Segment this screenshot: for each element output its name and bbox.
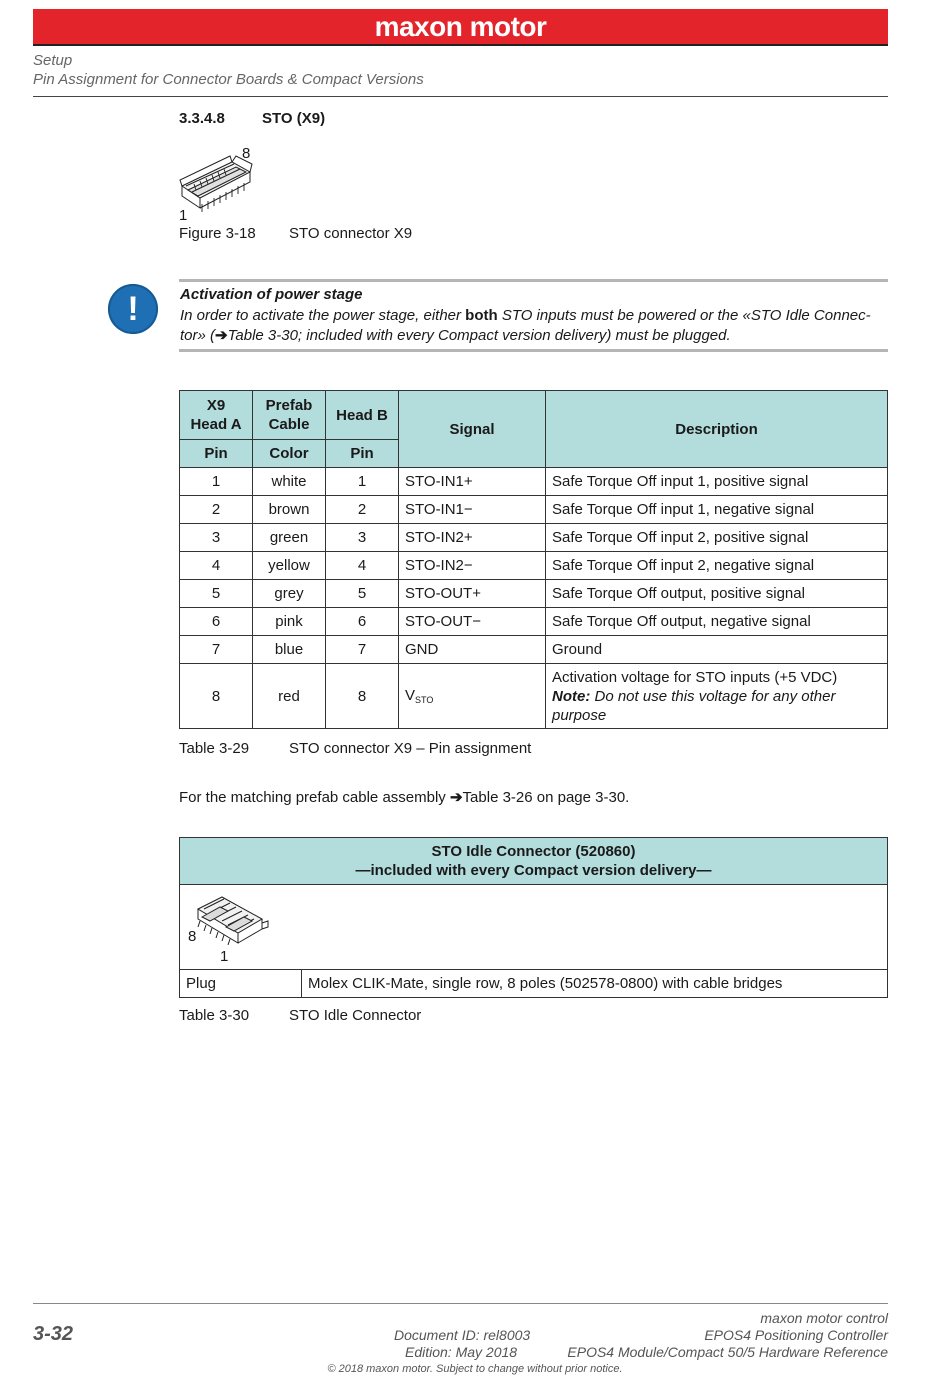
pin-cell: 1 [180, 468, 253, 496]
table-label: Table 3-29 [179, 740, 250, 757]
idle-image-row [180, 885, 888, 970]
head-b-cell: 7 [326, 636, 399, 664]
color-cell: brown [253, 496, 326, 524]
description-line: Activation voltage for STO inputs (+5 VDC) [552, 668, 838, 686]
col-subheader-pin-b: Pin [326, 440, 399, 468]
signal-cell: STO-OUT+ [399, 580, 546, 608]
col-subheader-pin: Pin [180, 440, 253, 468]
plug-value-cell: Molex CLIK-Mate, single row, 8 poles (502578-0800) with cable bridges [302, 970, 888, 998]
table-row [180, 496, 888, 524]
description-cell: Safe Torque Off input 1, positive signal [546, 468, 888, 496]
note-text: Do not use this voltage for any other purpose [552, 687, 836, 724]
table-caption: STO connector X9 – Pin assignment [289, 740, 532, 757]
description-cell: Safe Torque Off output, negative signal [546, 608, 888, 636]
color-cell: white [253, 468, 326, 496]
idle-table-caption: STO Idle Connector [289, 1007, 422, 1024]
edition: Edition: May 2018 [405, 1344, 518, 1360]
table-row [180, 970, 888, 998]
arrow-right-icon: ➔ [449, 789, 463, 806]
product-name: EPOS4 Positioning Controller [704, 1327, 888, 1343]
reference-name: EPOS4 Module/Compact 50/5 Hardware Reference [567, 1344, 888, 1360]
color-cell: pink [253, 608, 326, 636]
header-subsection: Pin Assignment for Connector Boards & Compact Versions [33, 71, 424, 88]
signal-cell: $V_{STO}$ [399, 664, 546, 729]
col-header-head-b: Head B [326, 391, 399, 440]
note-title: Activation of power stage [180, 286, 363, 303]
arrow-right-icon: ➔ [215, 326, 228, 344]
header-section: Setup [33, 52, 73, 69]
signal-subscript: STO [415, 695, 434, 705]
pin-cell: 7 [180, 636, 253, 664]
note-table-link[interactable]: Table 3-30; included with every Compact version delivery) must be plugged. [227, 326, 731, 344]
idle-header [180, 838, 888, 885]
document-id: Document ID: rel8003 [394, 1327, 531, 1343]
description-cell: Safe Torque Off output, positive signal [546, 580, 888, 608]
page-number: 3-32 [33, 1323, 74, 1345]
brand-banner [33, 9, 888, 44]
note-emphasis: both [465, 307, 498, 324]
copyright: © 2018 maxon motor. Subject to change without prior notice. [327, 1363, 623, 1375]
description-cell: Ground [546, 636, 888, 664]
description-cell: Safe Torque Off input 2, negative signal [546, 552, 888, 580]
head-b-cell: 6 [326, 608, 399, 636]
head-b-cell: 3 [326, 524, 399, 552]
pin-cell: 4 [180, 552, 253, 580]
note-text: STO inputs must be powered or the «STO Idle Connec- [497, 307, 871, 324]
col-header-x9-head-a: X9 Head A [180, 391, 253, 440]
table-row [180, 580, 888, 608]
note-text: tor» ( [180, 326, 216, 344]
pin-cell: 6 [180, 608, 253, 636]
banner-rule [33, 44, 888, 46]
color-cell: blue [253, 636, 326, 664]
signal-cell: STO-OUT− [399, 608, 546, 636]
table-row [180, 552, 888, 580]
idle-image-cell [180, 885, 888, 970]
pin-cell: 5 [180, 580, 253, 608]
idle-connector-table [179, 837, 888, 998]
fig-pin-high-label: 8 [242, 145, 251, 162]
company-name: maxon motor control [760, 1310, 888, 1326]
signal-cell: STO-IN1+ [399, 468, 546, 496]
table-header-row [180, 391, 888, 440]
table-row [180, 664, 888, 729]
color-cell: grey [253, 580, 326, 608]
note-body [180, 306, 890, 345]
signal-cell: STO-IN2− [399, 552, 546, 580]
idle-header-row [180, 838, 888, 885]
pin-cell: 3 [180, 524, 253, 552]
description-cell [546, 664, 888, 729]
section-number: 3.3.4.8 [179, 110, 225, 127]
color-cell: green [253, 524, 326, 552]
col-header-prefab-cable: Prefab Cable [253, 391, 326, 440]
pin-cell: 2 [180, 496, 253, 524]
idle-connector-drawing [184, 887, 274, 967]
cable-reference [179, 788, 629, 806]
figure-caption: STO connector X9 [289, 225, 413, 242]
description-cell: Safe Torque Off input 2, positive signal [546, 524, 888, 552]
color-cell: yellow [253, 552, 326, 580]
footer-rule [33, 1303, 888, 1304]
idle-table-label: Table 3-30 [179, 1007, 250, 1024]
pin-cell: 8 [180, 664, 253, 729]
idle-title: STO Idle Connector (520860) [431, 843, 636, 860]
brand-logo: maxon motor [374, 11, 547, 42]
note-text: In order to activate the power stage, either [180, 307, 466, 324]
col-header-signal: Signal [399, 391, 546, 468]
header-rule [33, 96, 888, 97]
exclamation-icon: ! [108, 284, 158, 334]
fig-pin-low-label: 1 [179, 207, 188, 222]
cable-table-link[interactable]: Table 3-26 on page 3-30. [462, 789, 630, 806]
idle-pin-low-label: 1 [220, 948, 229, 965]
figure-label: Figure 3-18 [179, 225, 256, 242]
idle-subtitle: —included with every Compact version delivery— [355, 862, 712, 879]
note-bottom-rule [179, 349, 888, 352]
table-row [180, 468, 888, 496]
note-top-rule [179, 279, 888, 282]
description-cell: Safe Torque Off input 1, negative signal [546, 496, 888, 524]
head-b-cell: 2 [326, 496, 399, 524]
section-title: STO (X9) [262, 110, 326, 127]
col-header-description: Description [546, 391, 888, 468]
idle-pin-high-label: 8 [188, 928, 197, 945]
plug-label-cell: Plug [180, 970, 302, 998]
head-b-cell: 8 [326, 664, 399, 729]
signal-cell: STO-IN2+ [399, 524, 546, 552]
head-b-cell: 1 [326, 468, 399, 496]
color-cell: red [253, 664, 326, 729]
head-b-cell: 4 [326, 552, 399, 580]
sto-connector-x9-drawing [176, 142, 266, 222]
signal-cell: GND [399, 636, 546, 664]
pin-assignment-table [179, 390, 888, 729]
head-b-cell: 5 [326, 580, 399, 608]
table-row [180, 608, 888, 636]
reference-text: For the matching prefab cable assembly [179, 789, 450, 806]
col-subheader-color: Color [253, 440, 326, 468]
table-row [180, 524, 888, 552]
table-row [180, 636, 888, 664]
signal-cell: STO-IN1− [399, 496, 546, 524]
note-label: Note: [552, 687, 591, 705]
